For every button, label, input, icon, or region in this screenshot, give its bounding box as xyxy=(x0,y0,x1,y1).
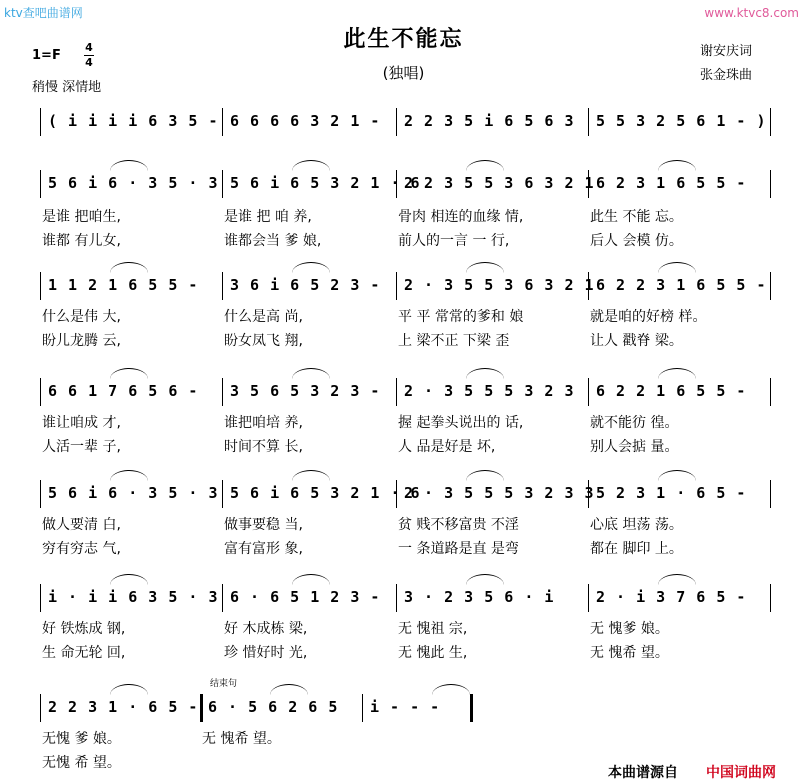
lyric-segment: 贫 贱不移富贵 不淫 xyxy=(398,517,519,533)
measure-notes: 2 · 3 5 5 5 3 2 3 xyxy=(404,382,575,400)
watermark-left: ktv查吧曲谱网 xyxy=(4,6,83,20)
measure-notes: 6 2 3 1 6 5 5 - xyxy=(596,174,747,192)
lyric-segment: 穷有穷志 气, xyxy=(42,541,121,557)
measure-notes: 1 1 2 1 6 5 5 - xyxy=(48,276,199,294)
measure-notes: 3 · 2 3 5 6 · i xyxy=(404,588,555,606)
barline xyxy=(588,378,589,406)
measure-notes: 2 2 3 5 5 3 6 3 2 1 xyxy=(404,174,595,192)
barline xyxy=(222,480,223,508)
slur-mark xyxy=(110,160,148,171)
measure-notes: 5 6 i 6 · 3 5 · 3 xyxy=(48,484,219,502)
lyric-segment: 盼女凤飞 翔, xyxy=(224,333,303,349)
measure-notes: 2 · 3 5 5 3 6 3 2 1 xyxy=(404,276,595,294)
notation-row xyxy=(0,694,807,724)
lyric-segment: 平 平 常常的爹和 娘 xyxy=(398,309,524,325)
time-signature xyxy=(84,42,94,69)
lyric-segment: 无 愧祖 宗, xyxy=(398,621,468,637)
measure-notes: 6 · 5 6 2 6 5 xyxy=(208,698,339,716)
notation-row xyxy=(0,584,807,614)
barline xyxy=(40,480,41,508)
measure-notes: 6 6 6 6 3 2 1 - xyxy=(230,112,381,130)
slur-mark xyxy=(110,574,148,585)
slur-mark xyxy=(292,368,330,379)
lyric-segment: 后人 会模 仿。 xyxy=(590,233,683,249)
measure-notes: 3 6 i 6 5 2 3 - xyxy=(230,276,381,294)
slur-mark xyxy=(466,262,504,273)
barline xyxy=(470,694,473,722)
slur-mark xyxy=(292,574,330,585)
measure-notes: 3 5 6 5 3 2 3 - xyxy=(230,382,381,400)
lyric-segment: 别人会掂 量。 xyxy=(590,439,679,455)
watermark-right: www.ktvc8.com xyxy=(704,6,799,20)
lyric-segment: 就是咱的好榜 样。 xyxy=(590,309,707,325)
lyric-segment: 富有富形 象, xyxy=(224,541,303,557)
lyric-segment: 此生 不能 忘。 xyxy=(590,209,683,225)
slur-mark xyxy=(658,262,696,273)
lyric-segment: 骨肉 相连的血缘 情, xyxy=(398,209,524,225)
notation-row xyxy=(0,170,807,200)
lyric-segment: 时间不算 长, xyxy=(224,439,303,455)
lyric-segment: 无 愧爹 娘。 xyxy=(590,621,669,637)
barline xyxy=(396,272,397,300)
barline xyxy=(588,108,589,136)
lyric-segment: 珍 惜好时 光, xyxy=(224,645,308,661)
lyric-segment: 无 愧希 望。 xyxy=(202,731,281,747)
measure-notes: 5 2 3 1 · 6 5 - xyxy=(596,484,747,502)
measure-notes: 2 · 3 5 5 5 3 2 3 3 xyxy=(404,484,595,502)
barline xyxy=(200,694,203,722)
barline xyxy=(770,108,771,136)
footer-source-site: 中国词曲网 xyxy=(706,765,776,781)
lyric-segment: 谁都会当 爹 娘, xyxy=(224,233,322,249)
notation-row xyxy=(0,108,807,138)
measure-notes: 6 2 2 3 1 6 5 5 - xyxy=(596,276,767,294)
barline xyxy=(588,584,589,612)
slur-mark xyxy=(466,368,504,379)
barline xyxy=(362,694,363,722)
measure-notes: i - - - xyxy=(370,698,441,716)
lyric-segment: 都在 脚印 上。 xyxy=(590,541,683,557)
tempo-marking: 稍慢 深情地 xyxy=(32,80,102,95)
lyricist: 谢安庆词 xyxy=(700,44,753,59)
measure-notes: 6 2 2 1 6 5 5 - xyxy=(596,382,747,400)
lyric-segment: 好 铁炼成 钢, xyxy=(42,621,126,637)
barline xyxy=(40,694,41,722)
barline xyxy=(40,272,41,300)
key-signature: 1=F xyxy=(32,48,61,63)
lyric-segment: 做事要稳 当, xyxy=(224,517,303,533)
lyric-segment: 什么是伟 大, xyxy=(42,309,121,325)
lyric-segment: 什么是高 尚, xyxy=(224,309,303,325)
footer-source-label: 本曲谱源自 xyxy=(608,765,678,781)
barline xyxy=(770,170,771,198)
slur-mark xyxy=(110,684,148,695)
barline xyxy=(40,378,41,406)
lyric-segment: 好 木成栋 梁, xyxy=(224,621,308,637)
lyric-segment: 无愧 爹 娘。 xyxy=(42,731,121,747)
measure-notes: 2 · i 3 7 6 5 - xyxy=(596,588,747,606)
notation-row xyxy=(0,272,807,302)
lyric-segment: 人活一辈 子, xyxy=(42,439,121,455)
lyric-segment: 无愧 希 望。 xyxy=(42,755,121,771)
lyric-segment: 就不能彷 徨。 xyxy=(590,415,679,431)
measure-notes: 6 6 1 7 6 5 6 - xyxy=(48,382,199,400)
lyric-segment: 生 命无轮 回, xyxy=(42,645,126,661)
lyric-segment: 是谁 把咱生, xyxy=(42,209,121,225)
barline xyxy=(40,584,41,612)
barline xyxy=(222,170,223,198)
slur-mark xyxy=(466,160,504,171)
meter-bottom: 4 xyxy=(85,56,93,69)
slur-mark xyxy=(466,470,504,481)
lyric-segment: 一 条道路是直 是弯 xyxy=(398,541,519,557)
measure-notes: 2 2 3 1 · 6 5 - xyxy=(48,698,199,716)
slur-mark xyxy=(110,368,148,379)
measure-notes: 5 6 i 6 5 3 2 1 · 6 xyxy=(230,174,421,192)
lyric-segment: 前人的一言 一 行, xyxy=(398,233,510,249)
barline xyxy=(396,378,397,406)
song-title: 此生不能忘 xyxy=(343,27,464,52)
notation-row xyxy=(0,378,807,408)
barline xyxy=(396,584,397,612)
barline xyxy=(222,108,223,136)
barline xyxy=(770,584,771,612)
barline xyxy=(222,272,223,300)
lyric-segment: 做人要清 白, xyxy=(42,517,121,533)
lyric-segment: 谁让咱成 才, xyxy=(42,415,121,431)
measure-notes: i · i i 6 3 5 · 3 xyxy=(48,588,219,606)
slur-mark xyxy=(270,684,308,695)
measure-notes: 5 6 i 6 5 3 2 1 · 6 xyxy=(230,484,421,502)
lyric-segment: 无 愧此 生, xyxy=(398,645,468,661)
barline xyxy=(770,378,771,406)
barline xyxy=(222,378,223,406)
barline xyxy=(40,170,41,198)
slur-mark xyxy=(292,160,330,171)
slur-mark xyxy=(110,262,148,273)
barline xyxy=(222,584,223,612)
lyric-segment: 握 起拳头说出的 话, xyxy=(398,415,524,431)
measure-notes: 6 · 6 5 1 2 3 - xyxy=(230,588,381,606)
slur-mark xyxy=(110,470,148,481)
slur-mark xyxy=(658,574,696,585)
barline xyxy=(770,480,771,508)
song-subtitle: (独唱) xyxy=(382,64,425,82)
slur-mark xyxy=(292,262,330,273)
barline xyxy=(396,108,397,136)
lyric-segment: 人 品是好是 坏, xyxy=(398,439,496,455)
composer: 张金珠曲 xyxy=(700,68,753,83)
slur-mark xyxy=(466,574,504,585)
slur-mark xyxy=(658,160,696,171)
measure-notes: 2 2 3 5 i 6 5 6 3 xyxy=(404,112,575,130)
ending-label: 结束句 xyxy=(210,679,238,689)
measure-notes: 5 5 3 2 5 6 1 - ) xyxy=(596,112,767,130)
lyric-segment: 谁都 有儿女, xyxy=(42,233,121,249)
lyric-segment: 谁把咱培 养, xyxy=(224,415,303,431)
meter-top: 4 xyxy=(85,41,93,54)
lyric-segment: 盼儿龙腾 云, xyxy=(42,333,121,349)
measure-notes: ( i i i i 6 3 5 - xyxy=(48,112,219,130)
barline xyxy=(40,108,41,136)
slur-mark xyxy=(292,470,330,481)
slur-mark xyxy=(658,368,696,379)
lyric-segment: 上 梁不正 下梁 歪 xyxy=(398,333,510,349)
slur-mark xyxy=(658,470,696,481)
lyric-segment: 无 愧希 望。 xyxy=(590,645,669,661)
notation-row xyxy=(0,480,807,510)
lyric-segment: 让人 戳脊 梁。 xyxy=(590,333,683,349)
lyric-segment: 心底 坦荡 荡。 xyxy=(590,517,683,533)
slur-mark xyxy=(432,684,470,695)
measure-notes: 5 6 i 6 · 3 5 · 3 xyxy=(48,174,219,192)
lyric-segment: 是谁 把 咱 养, xyxy=(224,209,312,225)
barline xyxy=(770,272,771,300)
